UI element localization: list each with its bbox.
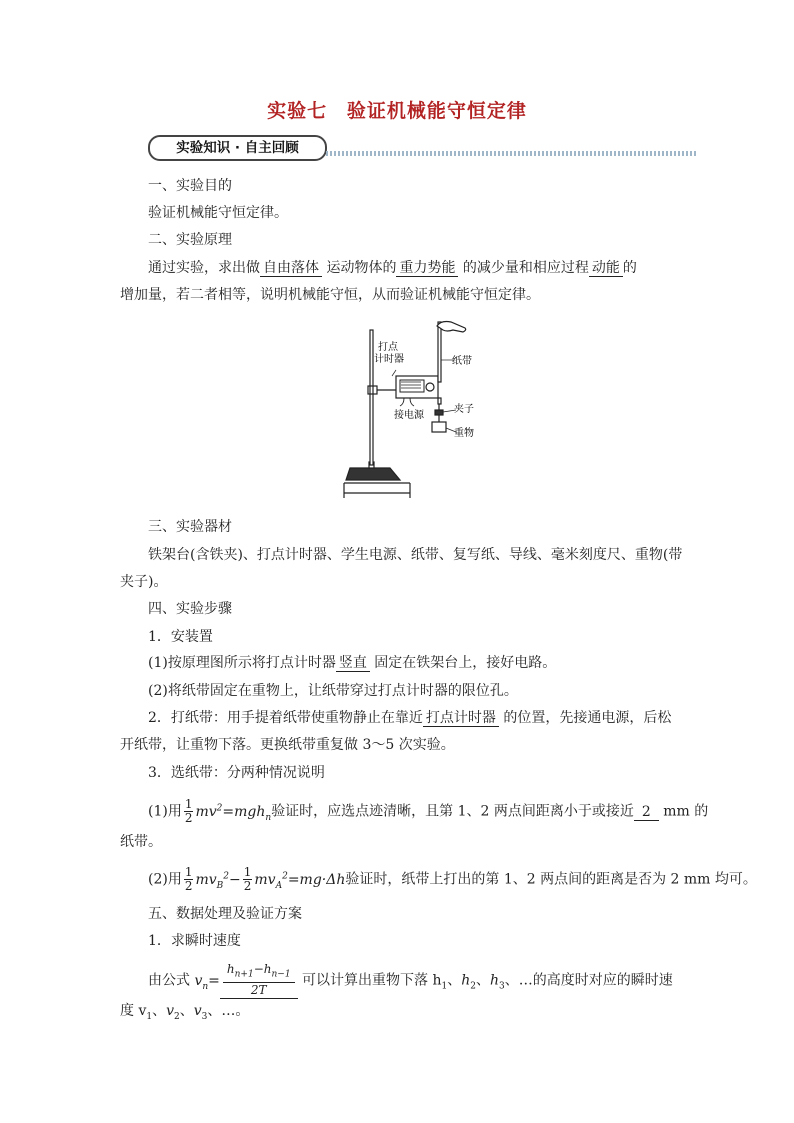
label-power: 接电源 (394, 410, 424, 421)
banner-divider (326, 151, 698, 156)
s5-paragraph-line2: 度 $v_1$、$v_2$、$v_3$、…。 (120, 1003, 250, 1022)
fraction-half: $\frac{1}{2}$ (184, 865, 193, 894)
section-banner (148, 135, 698, 161)
s4-step2-line1 (148, 708, 671, 728)
s4-step1: 1．安装置 (148, 629, 213, 645)
label-tape: 纸带 (452, 356, 472, 367)
formula-energy: $mv^2=mgh_n$ (195, 803, 272, 823)
s4-step3b (148, 866, 757, 895)
s4-heading: 四、实验步骤 (148, 601, 232, 617)
text: 的位置，先接通电源，后松 (503, 710, 672, 726)
formula-vn: $v_n=$ (194, 972, 220, 992)
label-timer-2: 计时器 (374, 354, 404, 365)
formula-term: $mv_B^2-$ (195, 871, 241, 891)
s3-heading: 三、实验器材 (148, 519, 232, 535)
text: 、…。 (207, 1003, 250, 1019)
title-main: 实验七 (267, 100, 328, 122)
label-timer-1: 打点 (378, 342, 398, 353)
banner-label: 实验知识 · 自主回顾 (148, 135, 327, 161)
text: 验证时，应选点迹清晰，且第 1、2 两点间距离小于或接近 (271, 803, 634, 820)
blank-kinetic-energy: 动能 (589, 260, 623, 277)
fraction-half: $\frac{1}{2}$ (243, 865, 252, 894)
s4-step2-line2: 开纸带，让重物下落。更换纸带重复做 3～5 次实验。 (120, 737, 455, 753)
title-sub: 验证机械能守恒定律 (346, 100, 527, 122)
blank-potential-energy: 重力势能 (396, 260, 458, 277)
blank-timer: 打点计时器 (423, 710, 499, 727)
formula-velocity: $\frac{h_{n+1}-h_{n-1}}{2T}$ (220, 962, 298, 999)
s2-heading: 二、实验原理 (148, 232, 232, 248)
s5-step1: 1．求瞬时速度 (148, 933, 241, 949)
s4-step3a-line2: 纸带。 (120, 834, 162, 850)
s4-step3: 3．选纸带：分两种情况说明 (148, 765, 325, 781)
s2-paragraph-line1 (148, 258, 637, 278)
text: 由公式 (148, 972, 195, 989)
text: 的减少量和相应过程 (462, 260, 589, 276)
formula-term: $mv_A^2=mg\cdot\Delta h$ (254, 871, 346, 891)
page-title (0, 96, 794, 123)
text: 可以计算出重物下落 h (302, 972, 442, 989)
s4-step1b: (2)将纸带固定在重物上，让纸带穿过打点计时器的限位孔。 (148, 683, 518, 699)
blank-vertical: 竖直 (336, 655, 370, 672)
s1-heading: 一、实验目的 (148, 178, 232, 194)
s2-paragraph-line2: 增加量，若二者相等，说明机械能守恒，从而验证机械能守恒定律。 (120, 287, 540, 303)
text: 2．打纸带：用手提着纸带使重物静止在靠近 (148, 710, 423, 726)
s4-step1a (148, 653, 556, 673)
s1-text: 验证机械能守恒定律。 (148, 205, 288, 221)
s5-heading: 五、数据处理及验证方案 (148, 906, 302, 922)
text: 验证时，纸带上打出的第 1、2 两点间的距离是否为 2 mm 均可。 (345, 871, 757, 888)
label-clip: 夹子 (454, 404, 474, 415)
label-weight: 重物 (454, 428, 474, 439)
s3-paragraph-line1: 铁架台(含铁夹)、打点计时器、学生电源、纸带、复写纸、导线、毫米刻度尺、重物(带 (148, 547, 683, 563)
blank-free-fall: 自由落体 (260, 260, 322, 277)
s3-paragraph-line2: 夹子)。 (120, 574, 168, 590)
s4-step3a-line1 (148, 798, 708, 827)
blank-2mm: 2 (634, 804, 659, 821)
text: 通过实验，求出做 (148, 260, 260, 276)
text: 的 (622, 260, 637, 276)
text: 运动物体的 (326, 260, 397, 276)
apparatus-figure (338, 318, 478, 508)
s5-paragraph-line1: 由公式 $v_n=$ $\frac{h_{n+1}-h_{n-1}}{2T}$ 可以计算出重物下落 $h_1$、$h_2$、$h_3$、…的高度时对应的瞬时速 (148, 962, 673, 998)
text: (1)按原理图所示将打点计时器 (148, 655, 336, 671)
text: (2)用 (148, 871, 182, 888)
fraction-half: $\frac{1}{2}$ (184, 797, 193, 826)
text: 度 v (120, 1003, 147, 1019)
text: mm 的 (663, 803, 709, 820)
apparatus-drawing (338, 318, 478, 508)
text: 固定在铁架台上，接好电路。 (374, 655, 557, 671)
text: (1)用 (148, 803, 182, 820)
text: 、…的高度时对应的瞬时速 (504, 972, 673, 989)
